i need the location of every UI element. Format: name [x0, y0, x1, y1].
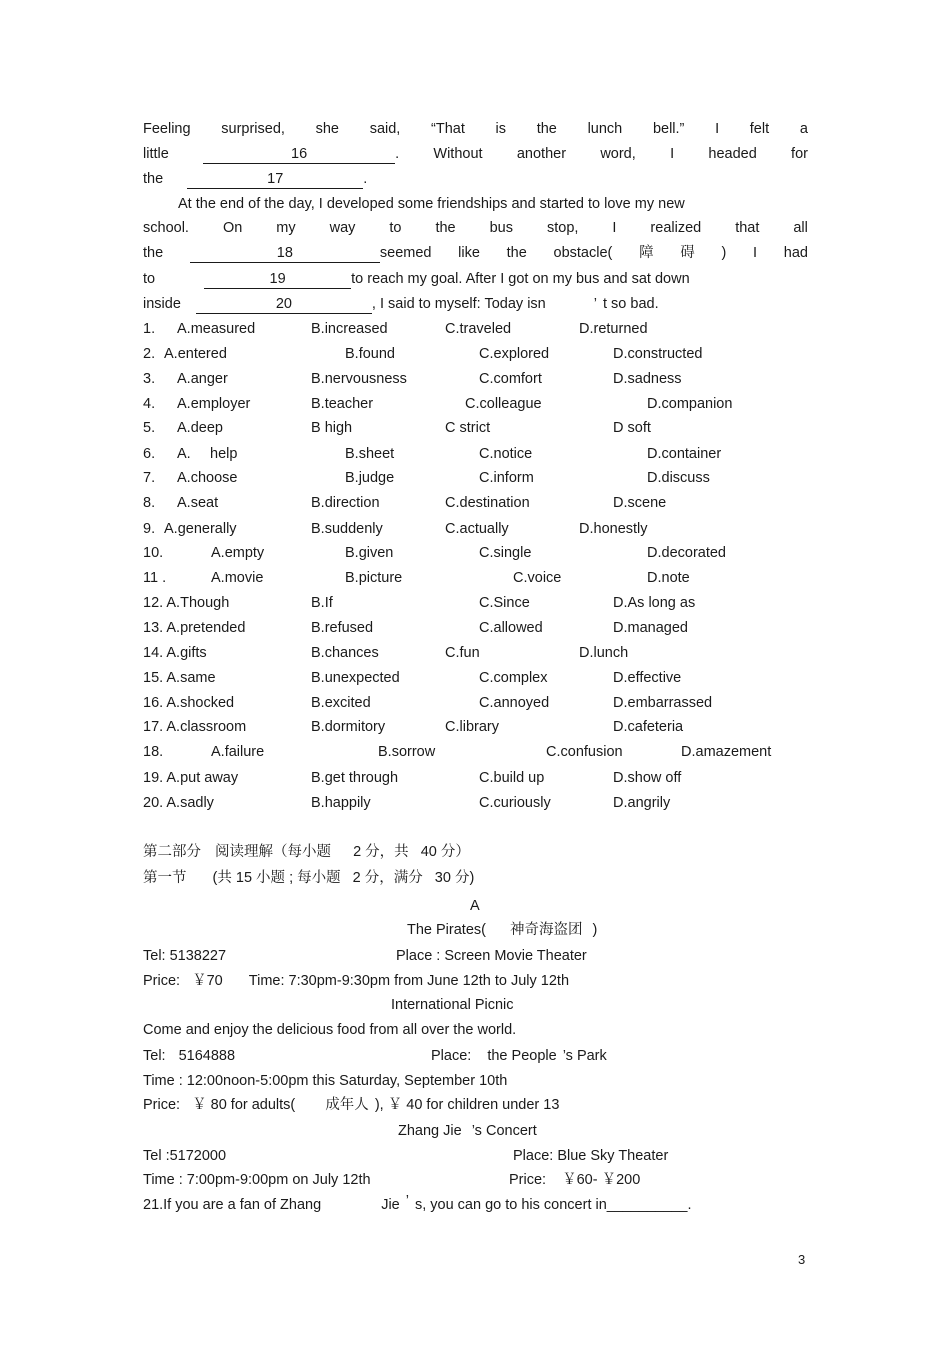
q16-option-a[interactable]: 16. A.shocked	[143, 695, 235, 711]
word: stop,	[546, 220, 579, 236]
picnic-place-apos: ’s	[562, 1048, 573, 1064]
q21-text-a: 21.If you are a fan of Zhang	[143, 1197, 322, 1213]
q9-option-b[interactable]: B.suddenly	[311, 521, 383, 537]
q21-apos: ’	[405, 1193, 409, 1209]
passage-line-3	[143, 169, 808, 189]
pirates-price-value: ￥70	[192, 973, 223, 989]
word: realized	[650, 220, 702, 236]
word: had	[783, 245, 808, 261]
passage-letter: A	[470, 898, 480, 914]
q18-option-d[interactable]: D.amazement	[681, 744, 772, 760]
picnic-place	[431, 1046, 607, 1066]
word: On	[222, 220, 243, 236]
word: to	[143, 271, 156, 287]
q6-option-a-text[interactable]: help	[210, 446, 238, 462]
word: the	[536, 121, 557, 137]
q11-option-c[interactable]: C.voice	[513, 570, 562, 586]
q8-option-d[interactable]: D.scene	[613, 495, 667, 511]
q5-option-b[interactable]: B high	[311, 420, 353, 436]
word: to	[389, 220, 402, 236]
word: the	[143, 171, 164, 187]
q14-option-a[interactable]: 14. A.gifts	[143, 645, 207, 661]
part2-title: 阅读理解（每小题	[215, 844, 332, 860]
q7-option-b[interactable]: B.judge	[345, 470, 395, 486]
pirates-place: Place : Screen Movie Theater	[396, 948, 587, 964]
q9-option-a[interactable]: A.generally	[164, 521, 237, 537]
word: 障	[639, 245, 654, 261]
q16-option-c[interactable]: C.annoyed	[479, 695, 550, 711]
q20-option-d[interactable]: D.angrily	[613, 795, 671, 811]
passage-line-2	[143, 144, 808, 164]
pirates-time: Time: 7:30pm-9:30pm from June 12th to July 12th	[248, 973, 570, 989]
q12-option-c[interactable]: C.Since	[479, 595, 530, 611]
word: school.	[143, 220, 189, 236]
q15-option-c[interactable]: C.complex	[479, 670, 548, 686]
word: another	[516, 146, 567, 162]
q10-option-b[interactable]: B.given	[345, 545, 394, 561]
q5-option-a[interactable]: A.deep	[177, 420, 223, 436]
q5-num: 5.	[143, 420, 156, 436]
q3-num: 3.	[143, 371, 156, 387]
q21-text-b: Jie	[381, 1197, 400, 1213]
q3-option-d[interactable]: D.sadness	[613, 371, 682, 387]
q7-option-a[interactable]: A.choose	[177, 470, 238, 486]
q19-option-a[interactable]: 19. A.put away	[143, 770, 239, 786]
q5-option-d[interactable]: D soft	[613, 420, 651, 436]
picnic-place-park: Park	[576, 1048, 607, 1064]
word: )	[721, 245, 727, 261]
picnic-place-value: the People	[487, 1048, 557, 1064]
word: “That	[431, 121, 465, 137]
q15-option-d[interactable]: D.effective	[613, 670, 682, 686]
word: I	[715, 121, 720, 137]
q17-option-c[interactable]: C.library	[445, 719, 499, 735]
q13-option-b[interactable]: B.refused	[311, 620, 374, 636]
concert-title	[398, 1121, 537, 1141]
q11-option-d[interactable]: D.note	[647, 570, 690, 586]
pirates-price	[143, 971, 569, 991]
q14-option-b[interactable]: B.chances	[311, 645, 379, 661]
q7-num: 7.	[143, 470, 156, 486]
q6-option-a[interactable]: A.	[177, 446, 191, 462]
q2-option-b[interactable]: B.found	[345, 346, 395, 362]
word: said,	[369, 121, 401, 137]
word: seemed	[379, 245, 432, 261]
q16-option-b[interactable]: B.excited	[311, 695, 371, 711]
q9-option-c[interactable]: C.actually	[445, 521, 509, 537]
word: I	[753, 245, 758, 261]
word: I	[670, 146, 675, 162]
word: the	[435, 220, 456, 236]
concert-place: Place: Blue Sky Theater	[513, 1148, 669, 1164]
picnic-tel-value: 5164888	[178, 1048, 236, 1064]
q20-option-c[interactable]: C.curiously	[479, 795, 551, 811]
blank-19[interactable]: 19	[204, 270, 351, 289]
q18-num: 18.	[143, 744, 164, 760]
picnic-price-adults: ￥ 80 for adults(	[192, 1097, 296, 1113]
q18-option-a[interactable]: A.failure	[211, 744, 265, 760]
word: Feeling	[143, 121, 191, 137]
pirates-title-en: The Pirates(	[407, 922, 486, 938]
concert-title-apos: ’s	[471, 1123, 482, 1139]
section1-label: 第一节	[143, 870, 187, 886]
q19-option-c[interactable]: C.build up	[479, 770, 545, 786]
blank-20[interactable]: 20	[196, 295, 372, 314]
word: .	[395, 146, 400, 162]
word: inside	[143, 296, 181, 312]
q10-option-d[interactable]: D.decorated	[647, 545, 726, 561]
word: to reach my goal. After I got on my bus and sat down	[351, 271, 690, 287]
word: lunch	[587, 121, 623, 137]
q18-option-c[interactable]: C.confusion	[546, 744, 623, 760]
q14-option-c[interactable]: C.fun	[445, 645, 480, 661]
q10-num: 10.	[143, 545, 164, 561]
page-number: 3	[798, 1252, 806, 1267]
q4-option-a[interactable]: A.employer	[177, 396, 251, 412]
passage-line-6	[143, 243, 808, 263]
picnic-time: Time : 12:00noon-5:00pm this Saturday, September 10th	[143, 1073, 508, 1089]
picnic-tel-label: Tel:	[143, 1048, 166, 1064]
word: felt	[749, 121, 770, 137]
blank-17[interactable]: 17	[187, 170, 363, 189]
word: the	[506, 245, 527, 261]
q19-option-b[interactable]: B.get through	[311, 770, 399, 786]
q12-option-b[interactable]: B.If	[311, 595, 333, 611]
word: all	[793, 220, 808, 236]
q4-option-b[interactable]: B.teacher	[311, 396, 374, 412]
q13-option-d[interactable]: D.managed	[613, 620, 688, 636]
word: t so bad.	[603, 296, 659, 312]
concert-title-word: Concert	[485, 1123, 537, 1139]
q10-option-c[interactable]: C.single	[479, 545, 532, 561]
q1-option-b[interactable]: B.increased	[311, 321, 388, 337]
q20-option-b[interactable]: B.happily	[311, 795, 371, 811]
concert-price-label: Price:	[509, 1172, 547, 1188]
q3-option-a[interactable]: A.anger	[177, 371, 228, 387]
q11-num: 11 .	[143, 570, 167, 586]
q11-option-b[interactable]: B.picture	[345, 570, 403, 586]
word: way	[329, 220, 356, 236]
word: ’	[593, 296, 597, 312]
q2-option-a[interactable]: A.entered	[164, 346, 227, 362]
q4-option-d[interactable]: D.companion	[647, 396, 733, 412]
word: that	[735, 220, 760, 236]
section1-count: (共 15 小题 ; 每小题	[212, 870, 341, 886]
word: a	[799, 121, 808, 137]
word: like	[458, 245, 480, 261]
section1-points: 2 分，满分	[352, 870, 423, 886]
part2-heading	[143, 842, 470, 862]
q3-option-b[interactable]: B.nervousness	[311, 371, 407, 387]
passage-line-8	[143, 294, 808, 314]
pirates-title-close: )	[592, 922, 598, 938]
q13-option-c[interactable]: C.allowed	[479, 620, 543, 636]
word: is	[495, 121, 507, 137]
q17-option-d[interactable]: D.cafeteria	[613, 719, 684, 735]
word: bell.”	[652, 121, 685, 137]
q11-option-a[interactable]: A.movie	[211, 570, 264, 586]
word: .	[363, 171, 368, 187]
word: word,	[600, 146, 636, 162]
q2-num: 2.	[143, 346, 156, 362]
q3-option-c[interactable]: C.comfort	[479, 371, 542, 387]
q12-option-a[interactable]: 12. A.Though	[143, 595, 230, 611]
blank-18[interactable]: 18	[190, 244, 380, 263]
concert-tel: Tel :5172000	[143, 1148, 227, 1164]
part2-points: 2 分，共	[353, 844, 409, 860]
concert-price	[509, 1170, 640, 1190]
q13-option-a[interactable]: 13. A.pretended	[143, 620, 246, 636]
q6-num: 6.	[143, 446, 156, 462]
q8-num: 8.	[143, 495, 156, 511]
word: little	[143, 146, 169, 162]
q16-option-d[interactable]: D.embarrassed	[613, 695, 713, 711]
word: , I said to myself: Today isn	[371, 296, 546, 312]
q5-option-c[interactable]: C strict	[445, 420, 491, 436]
picnic-price-adults-cn: 成年人	[325, 1097, 369, 1113]
q7-option-d[interactable]: D.discuss	[647, 470, 710, 486]
picnic-price-children: ), ￥ 40 for children under 13	[374, 1097, 560, 1113]
picnic-desc: Come and enjoy the delicious food from all over the world.	[143, 1022, 517, 1038]
word: 碍	[680, 245, 695, 261]
q9-option-d[interactable]: D.honestly	[579, 521, 648, 537]
q8-option-c[interactable]: C.destination	[445, 495, 530, 511]
q6-option-d[interactable]: D.container	[647, 446, 722, 462]
concert-title-name: Zhang Jie	[398, 1123, 462, 1139]
pirates-price-label: Price:	[143, 973, 181, 989]
picnic-tel	[143, 1046, 235, 1066]
word: I	[612, 220, 617, 236]
word: she	[315, 121, 339, 137]
section1-heading	[143, 868, 474, 888]
q2-option-d[interactable]: D.constructed	[613, 346, 703, 362]
q15-option-a[interactable]: 15. A.same	[143, 670, 216, 686]
passage-line-5	[143, 218, 808, 238]
q6-option-b[interactable]: B.sheet	[345, 446, 395, 462]
q17-option-b[interactable]: B.dormitory	[311, 719, 386, 735]
q4-num: 4.	[143, 396, 156, 412]
q1-option-c[interactable]: C.traveled	[445, 321, 512, 337]
q20-option-a[interactable]: 20. A.sadly	[143, 795, 214, 811]
question-21	[143, 1195, 691, 1215]
q19-option-d[interactable]: D.show off	[613, 770, 682, 786]
concert-price-value: ￥60- ￥200	[562, 1172, 641, 1188]
q17-option-a[interactable]: 17. A.classroom	[143, 719, 247, 735]
q4-option-c[interactable]: C.colleague	[465, 396, 542, 412]
pirates-tel: Tel: 5138227	[143, 948, 227, 964]
word: my	[276, 220, 296, 236]
q10-option-a[interactable]: A.empty	[211, 545, 265, 561]
q12-option-d[interactable]: D.As long as	[613, 595, 696, 611]
passage-line-1	[143, 119, 808, 139]
q1-option-d[interactable]: D.returned	[579, 321, 648, 337]
pirates-title	[407, 920, 597, 940]
word: surprised,	[221, 121, 285, 137]
picnic-price-label: Price:	[143, 1097, 181, 1113]
q6-option-c[interactable]: C.notice	[479, 446, 533, 462]
q1-option-a[interactable]: A.measured	[177, 321, 256, 337]
word: Without	[433, 146, 483, 162]
passage-line-4: At the end of the day, I developed some friendships and started to love my new	[178, 196, 685, 212]
word: obstacle(	[553, 245, 613, 261]
word: headed	[708, 146, 757, 162]
picnic-price	[143, 1095, 559, 1115]
q1-num: 1.	[143, 321, 156, 337]
word: bus	[489, 220, 513, 236]
passage-line-7	[143, 269, 808, 289]
part2-total: 40 分）	[420, 844, 470, 860]
picnic-title: International Picnic	[391, 997, 514, 1013]
q2-option-c[interactable]: C.explored	[479, 346, 550, 362]
q8-option-a[interactable]: A.seat	[177, 495, 219, 511]
section1-total: 30 分)	[434, 870, 475, 886]
concert-time: Time : 7:00pm-9:00pm on July 12th	[143, 1172, 371, 1188]
q18-option-b[interactable]: B.sorrow	[378, 744, 436, 760]
q8-option-b[interactable]: B.direction	[311, 495, 380, 511]
blank-16[interactable]: 16	[203, 145, 395, 164]
q7-option-c[interactable]: C.inform	[479, 470, 534, 486]
q15-option-b[interactable]: B.unexpected	[311, 670, 400, 686]
q14-option-d[interactable]: D.lunch	[579, 645, 629, 661]
pirates-title-cn: 神奇海盗团	[510, 922, 583, 938]
word: for	[791, 146, 808, 162]
part2-label: 第二部分	[143, 844, 201, 860]
q9-num: 9.	[143, 521, 156, 537]
picnic-place-label: Place:	[431, 1048, 472, 1064]
word: the	[143, 245, 164, 261]
q21-text-c[interactable]: s, you can go to his concert in__________.	[414, 1197, 692, 1213]
